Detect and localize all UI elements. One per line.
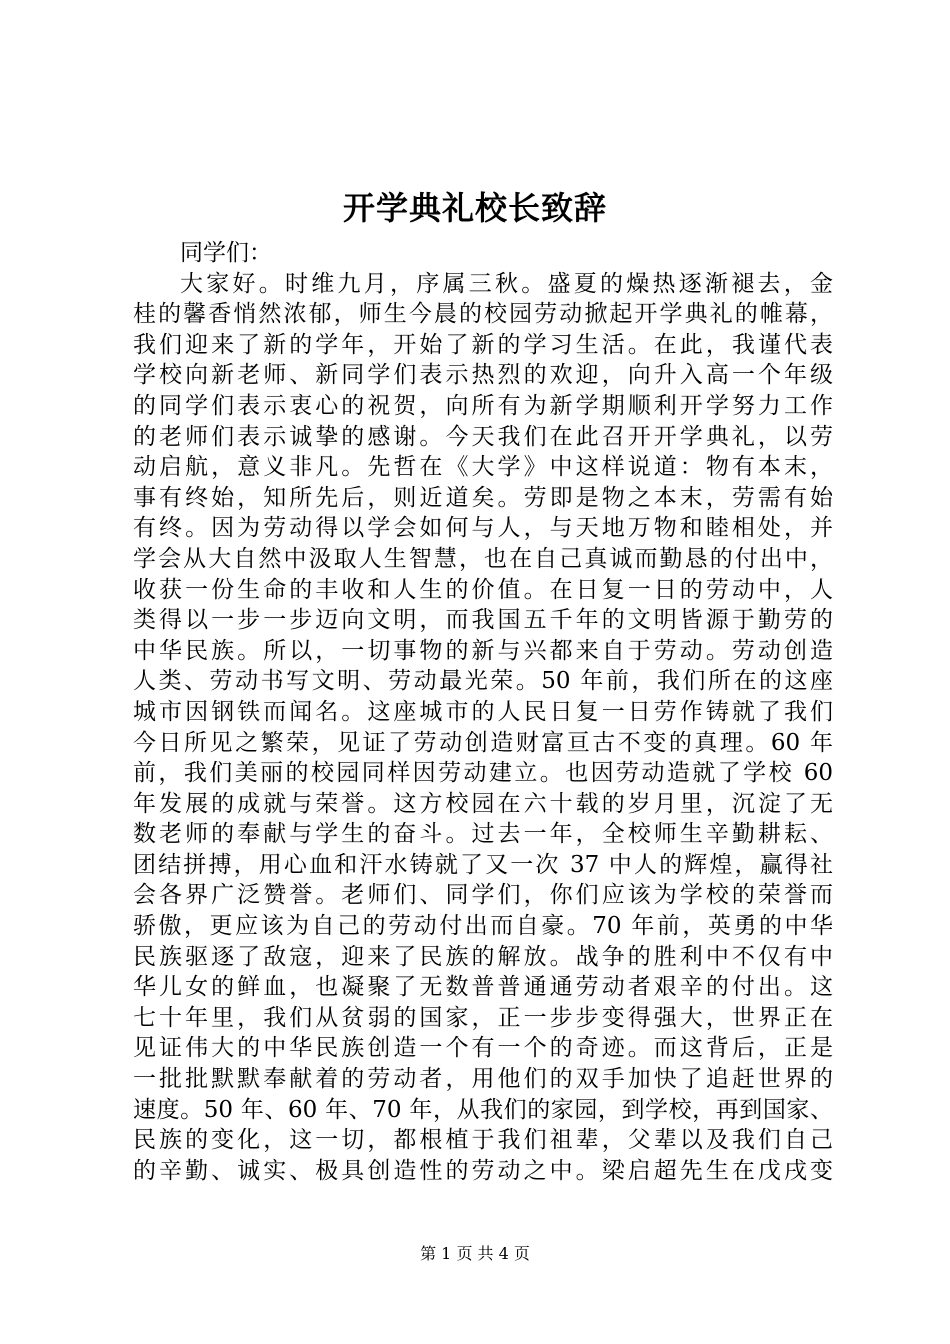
paragraph-line: 收获一份生命的丰收和人生的价值。在日复一日的劳动中，人 xyxy=(133,576,833,603)
paragraph-line: 数老师的奉献与学生的奋斗。过去一年，全校师生辛勤耕耘、 xyxy=(133,821,833,848)
paragraph-line: 骄傲，更应该为自己的劳动付出而自豪。70 年前，英勇的中华 xyxy=(133,913,833,940)
paragraph-line: 团结拼搏，用心血和汗水铸就了又一次 37 中人的辉煌，赢得社 xyxy=(133,851,833,878)
paragraph-line: 华儿女的鲜血，也凝聚了无数普普通通劳动者艰辛的付出。这 xyxy=(133,974,833,1001)
paragraph-line: 中华民族。所以，一切事物的新与兴都来自于劳动。劳动创造 xyxy=(133,637,833,664)
paragraph-line: 学会从大自然中汲取人生智慧，也在自己真诚而勤恳的付出中， xyxy=(133,545,833,572)
paragraph-line: 事有终始，知所先后，则近道矣。劳即是物之本末，劳需有始 xyxy=(133,484,833,511)
paragraph-line: 见证伟大的中华民族创造一个有一个的奇迹。而这背后，正是 xyxy=(133,1035,833,1062)
paragraph-line: 的辛勤、诚实、极具创造性的劳动之中。梁启超先生在戊戌变 xyxy=(133,1157,833,1184)
paragraph-line: 人类、劳动书写文明、劳动最光荣。50 年前，我们所在的这座 xyxy=(133,668,833,695)
paragraph-line: 有终。因为劳动得以学会如何与人，与天地万物和睦相处，并 xyxy=(133,515,833,542)
paragraph-line: 的同学们表示衷心的祝贺，向所有为新学期顺利开学努力工作 xyxy=(133,392,833,419)
salutation: 同学们： xyxy=(180,240,272,266)
paragraph-line: 城市因钢铁而闻名。这座城市的人民日复一日劳作铸就了我们 xyxy=(133,698,833,725)
paragraph-line: 类得以一步一步迈向文明，而我国五千年的文明皆源于勤劳的 xyxy=(133,607,833,634)
paragraph-line: 民族驱逐了敌寇，迎来了民族的解放。战争的胜利中不仅有中 xyxy=(133,943,833,970)
paragraph-line: 的老师们表示诚挚的感谢。今天我们在此召开开学典礼，以劳 xyxy=(133,423,833,450)
document-body xyxy=(133,238,833,1186)
paragraph-line: 会各界广泛赞誉。老师们、同学们，你们应该为学校的荣誉而 xyxy=(133,882,833,909)
paragraph-line: 速度。50 年、60 年、70 年，从我们的家园，到学校，再到国家、 xyxy=(133,1096,833,1123)
paragraph-line: 今日所见之繁荣，见证了劳动创造财富亘古不变的真理。60 年 xyxy=(133,729,833,756)
paragraph-line: 大家好。时维九月，序属三秋。盛夏的燥热逐渐褪去，金 xyxy=(180,270,833,297)
paragraph-line: 前，我们美丽的校园同样因劳动建立。也因劳动造就了学校 60 xyxy=(133,760,833,787)
paragraph-line: 我们迎来了新的学年，开始了新的学习生活。在此，我谨代表 xyxy=(133,331,833,358)
paragraph-line: 动启航，意义非凡。先哲在《大学》中这样说道：物有本末， xyxy=(133,454,833,481)
paragraph-line: 学校向新老师、新同学们表示热烈的欢迎，向升入高一个年级 xyxy=(133,362,833,389)
page-number: 第 1 页 共 4 页 xyxy=(420,1244,530,1263)
paragraph-line: 七十年里，我们从贫弱的国家，正一步步变得强大，世界正在 xyxy=(133,1004,833,1031)
paragraph-line: 桂的馨香悄然浓郁，师生今晨的校园劳动掀起开学典礼的帷幕， xyxy=(133,301,833,328)
paragraph-line: 一批批默默奉献着的劳动者，用他们的双手加快了追赶世界的 xyxy=(133,1066,833,1093)
paragraph-line: 年发展的成就与荣誉。这方校园在六十载的岁月里，沉淀了无 xyxy=(133,790,833,817)
document-title: 开学典礼校长致辞 xyxy=(342,189,607,227)
paragraph-line: 民族的变化，这一切，都根植于我们祖辈，父辈以及我们自己 xyxy=(133,1127,833,1154)
